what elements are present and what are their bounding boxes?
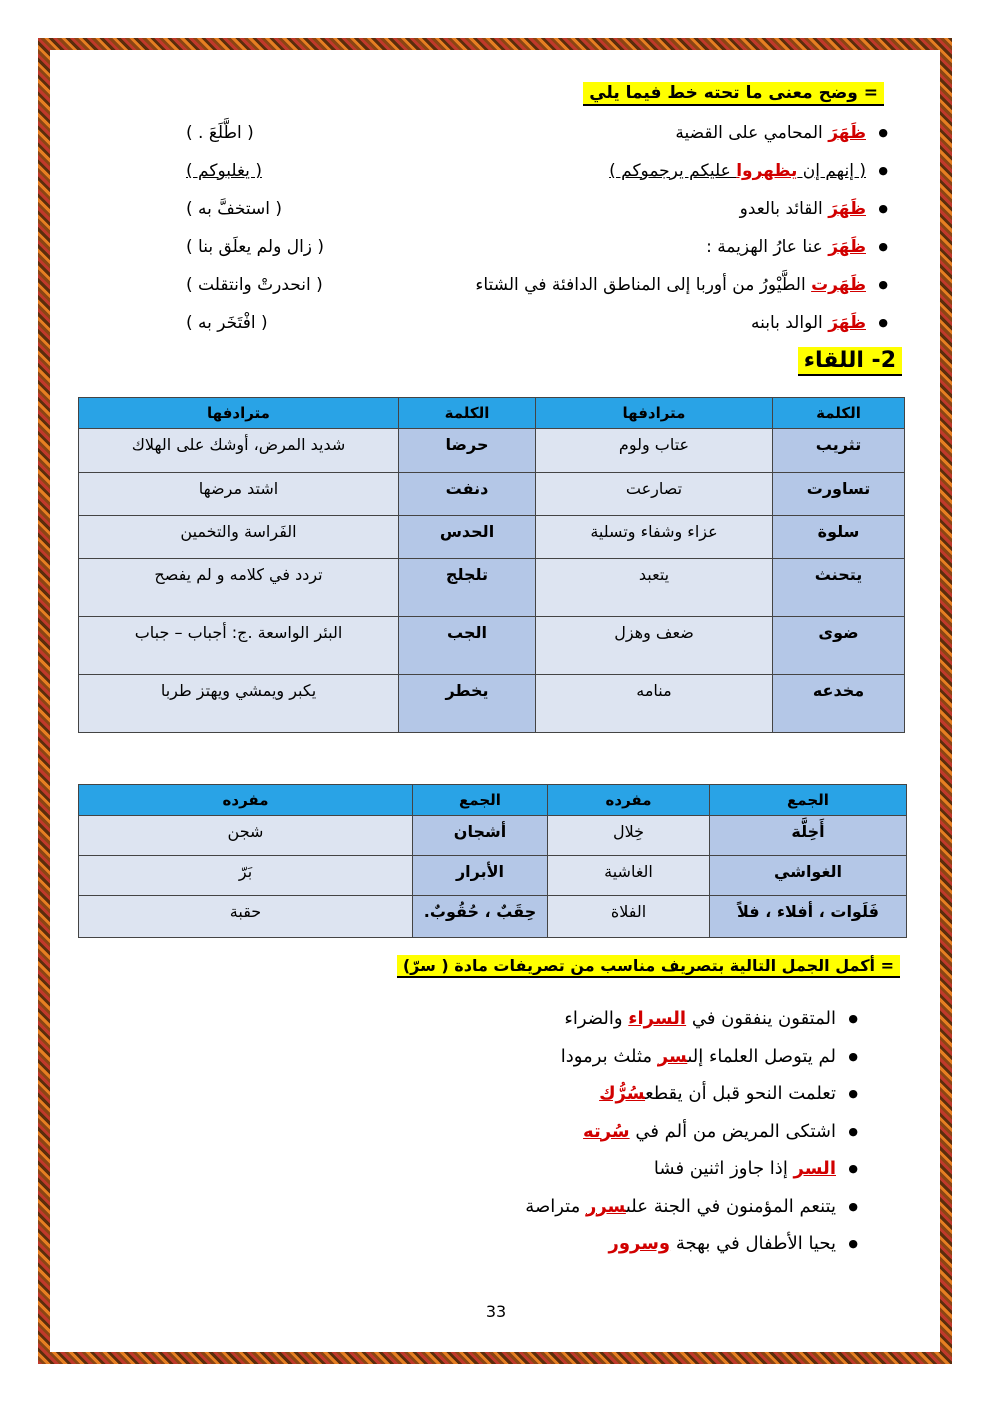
table-row xyxy=(79,675,905,733)
meaning-text: ( يغلبوكم ) xyxy=(186,161,262,181)
list-item xyxy=(116,228,866,266)
table-cell: حرضا xyxy=(399,429,536,473)
table-row xyxy=(79,617,905,675)
table-cell: الفلاة xyxy=(548,896,710,938)
meaning-text: ( انحدرتْ وانتقلت ) xyxy=(186,275,323,295)
meaning-text: ( اطَّلَعَ . ) xyxy=(186,123,254,143)
list-item xyxy=(116,304,866,342)
col-header: الكلمة xyxy=(399,398,536,429)
table-cell: منامه xyxy=(536,675,773,733)
table-cell: البئر الواسعة .ج: أجباب – جباب xyxy=(79,617,399,675)
table-cell: يكبر ويمشي ويهتز طربا xyxy=(79,675,399,733)
table-cell: عتاب ولوم xyxy=(536,429,773,473)
col-header: الكلمة xyxy=(773,398,905,429)
table-cell: فَلَوات ، أفلاء ، فلاً xyxy=(710,896,907,938)
sentence-text: إذا جاوز اثنين فشا xyxy=(653,1158,794,1179)
col-header: مفرده xyxy=(548,785,710,816)
table-cell: دنفت xyxy=(399,473,536,516)
plurals-table xyxy=(78,784,907,938)
sentence-text: يتنعم المؤمنون في الجنة على xyxy=(625,1195,836,1217)
table-cell: الغاشية xyxy=(548,856,710,896)
section1-title: = وضح معنى ما تحته خط فيما يلي xyxy=(583,82,884,106)
key-word: السر xyxy=(793,1158,836,1179)
table-cell: تلجلج xyxy=(399,559,536,617)
list-item xyxy=(136,1188,836,1226)
table-row xyxy=(79,816,907,856)
table-header-row xyxy=(79,398,905,429)
synonyms-table xyxy=(78,397,905,733)
sentence-text: المحامي على القضية xyxy=(675,123,829,143)
col-header: مفرده xyxy=(79,785,413,816)
list-item xyxy=(136,1000,836,1038)
sentence-text: القائد بالعدو xyxy=(739,199,829,219)
table-cell: تصارعت xyxy=(536,473,773,516)
meaning-text: ( زال ولم يعلَق بنا ) xyxy=(186,237,325,257)
list-item xyxy=(136,1113,836,1151)
section3-title: = أكمل الجمل التالية بتصريف مناسب من تصريفات مادة ( سرّ) xyxy=(397,955,900,978)
key-word: السراء xyxy=(628,1008,687,1029)
table-cell: بَرّ xyxy=(79,856,413,896)
table-cell: الفَراسة والتخمين xyxy=(79,516,399,559)
table-cell: سلوة xyxy=(773,516,905,559)
col-header: الجمع xyxy=(413,785,548,816)
col-header: مترادفها xyxy=(536,398,773,429)
table-cell: عزاء وشفاء وتسلية xyxy=(536,516,773,559)
key-word: سُرُّك xyxy=(599,1083,646,1104)
list-item xyxy=(116,266,866,304)
sentence-text: ( إنهم إن xyxy=(797,161,866,181)
sentence-text: الطَّيْورُ من أوربا إلى المناطق الدافئة في الشتاء xyxy=(475,275,812,295)
page xyxy=(62,62,930,1342)
table-cell: شجن xyxy=(79,816,413,856)
table-cell: الجب xyxy=(399,617,536,675)
sentence-text: متراصة xyxy=(525,1195,586,1217)
table-cell: خِلال xyxy=(548,816,710,856)
table-row xyxy=(79,559,905,617)
sentence-text: يحيا الأطفال في بهجة xyxy=(670,1233,836,1254)
key-word: ظَهَرَ xyxy=(828,313,866,333)
table-cell: مخدعه xyxy=(773,675,905,733)
table-row xyxy=(79,856,907,896)
table-cell: أَخِلَّة xyxy=(710,816,907,856)
sentence-text: لم يتوصل العلماء إلى xyxy=(687,1045,836,1067)
meaning-text: ( افْتَخَر به ) xyxy=(186,313,268,333)
sentence-text: عنا عارُ الهزيمة : xyxy=(706,237,829,257)
table-cell: يتعبد xyxy=(536,559,773,617)
list-item xyxy=(136,1225,836,1263)
list-item xyxy=(136,1150,836,1188)
table-cell: تردد في كلامه و لم يفصح xyxy=(79,559,399,617)
key-word: ظَهَرَ xyxy=(828,199,866,219)
sentence-text: والضراء xyxy=(564,1008,629,1029)
list-item xyxy=(136,1038,836,1076)
section2-title: 2- اللقاء xyxy=(798,347,902,376)
table-cell: ضعف وهزل xyxy=(536,617,773,675)
table-cell: يخطر xyxy=(399,675,536,733)
col-header: مترادفها xyxy=(79,398,399,429)
table-row xyxy=(79,473,905,516)
table-cell: اشتد مرضها xyxy=(79,473,399,516)
table-row xyxy=(79,896,907,938)
table-row xyxy=(79,516,905,559)
table-cell: تثريب xyxy=(773,429,905,473)
key-word: سُرته xyxy=(583,1120,630,1142)
table-cell: ضوى xyxy=(773,617,905,675)
table-cell: أشجان xyxy=(413,816,548,856)
key-word: يظهروا xyxy=(736,161,798,181)
table-cell: حِقَبٌ ، حُقُوبٌ. xyxy=(413,896,548,938)
table-cell: الحدس xyxy=(399,516,536,559)
page-number: 33 xyxy=(485,1302,507,1321)
table-cell: حقبة xyxy=(79,896,413,938)
table-header-row xyxy=(79,785,907,816)
list-item xyxy=(136,1075,836,1113)
sentence-text: اشتكى المريض من ألم في xyxy=(629,1120,836,1142)
table-cell: تساورت xyxy=(773,473,905,516)
meaning-text: ( استخفَّ به ) xyxy=(186,199,282,219)
key-word: ظَهَرت xyxy=(811,275,866,295)
sentence-text: عليكم يرجموكم ) xyxy=(609,161,737,181)
key-word: ظَهَرَ xyxy=(828,123,866,143)
table-cell: شديد المرض، أوشك على الهلاك xyxy=(79,429,399,473)
sentence-text: الوالد بابنه xyxy=(750,313,829,333)
key-word: ظَهَرَ xyxy=(828,237,866,257)
col-header: الجمع xyxy=(710,785,907,816)
key-word: سرر xyxy=(585,1195,626,1217)
table-row xyxy=(79,429,905,473)
meanings-list xyxy=(116,114,866,342)
sentence-text: المتقون ينفقون في xyxy=(686,1008,836,1029)
list-item xyxy=(116,114,866,152)
table-cell: الأبرار xyxy=(413,856,548,896)
list-item xyxy=(116,152,866,190)
list-item xyxy=(116,190,866,228)
fill-in-list xyxy=(136,1000,836,1263)
sentence-text: تعلمت النحو قبل أن يقطع xyxy=(645,1083,836,1104)
key-word: وسرور xyxy=(608,1233,671,1254)
table-cell: يتحنث xyxy=(773,559,905,617)
key-word: سر xyxy=(657,1045,688,1067)
sentence-text: مثلث برمودا xyxy=(560,1045,658,1067)
table-cell: الغواشي xyxy=(710,856,907,896)
